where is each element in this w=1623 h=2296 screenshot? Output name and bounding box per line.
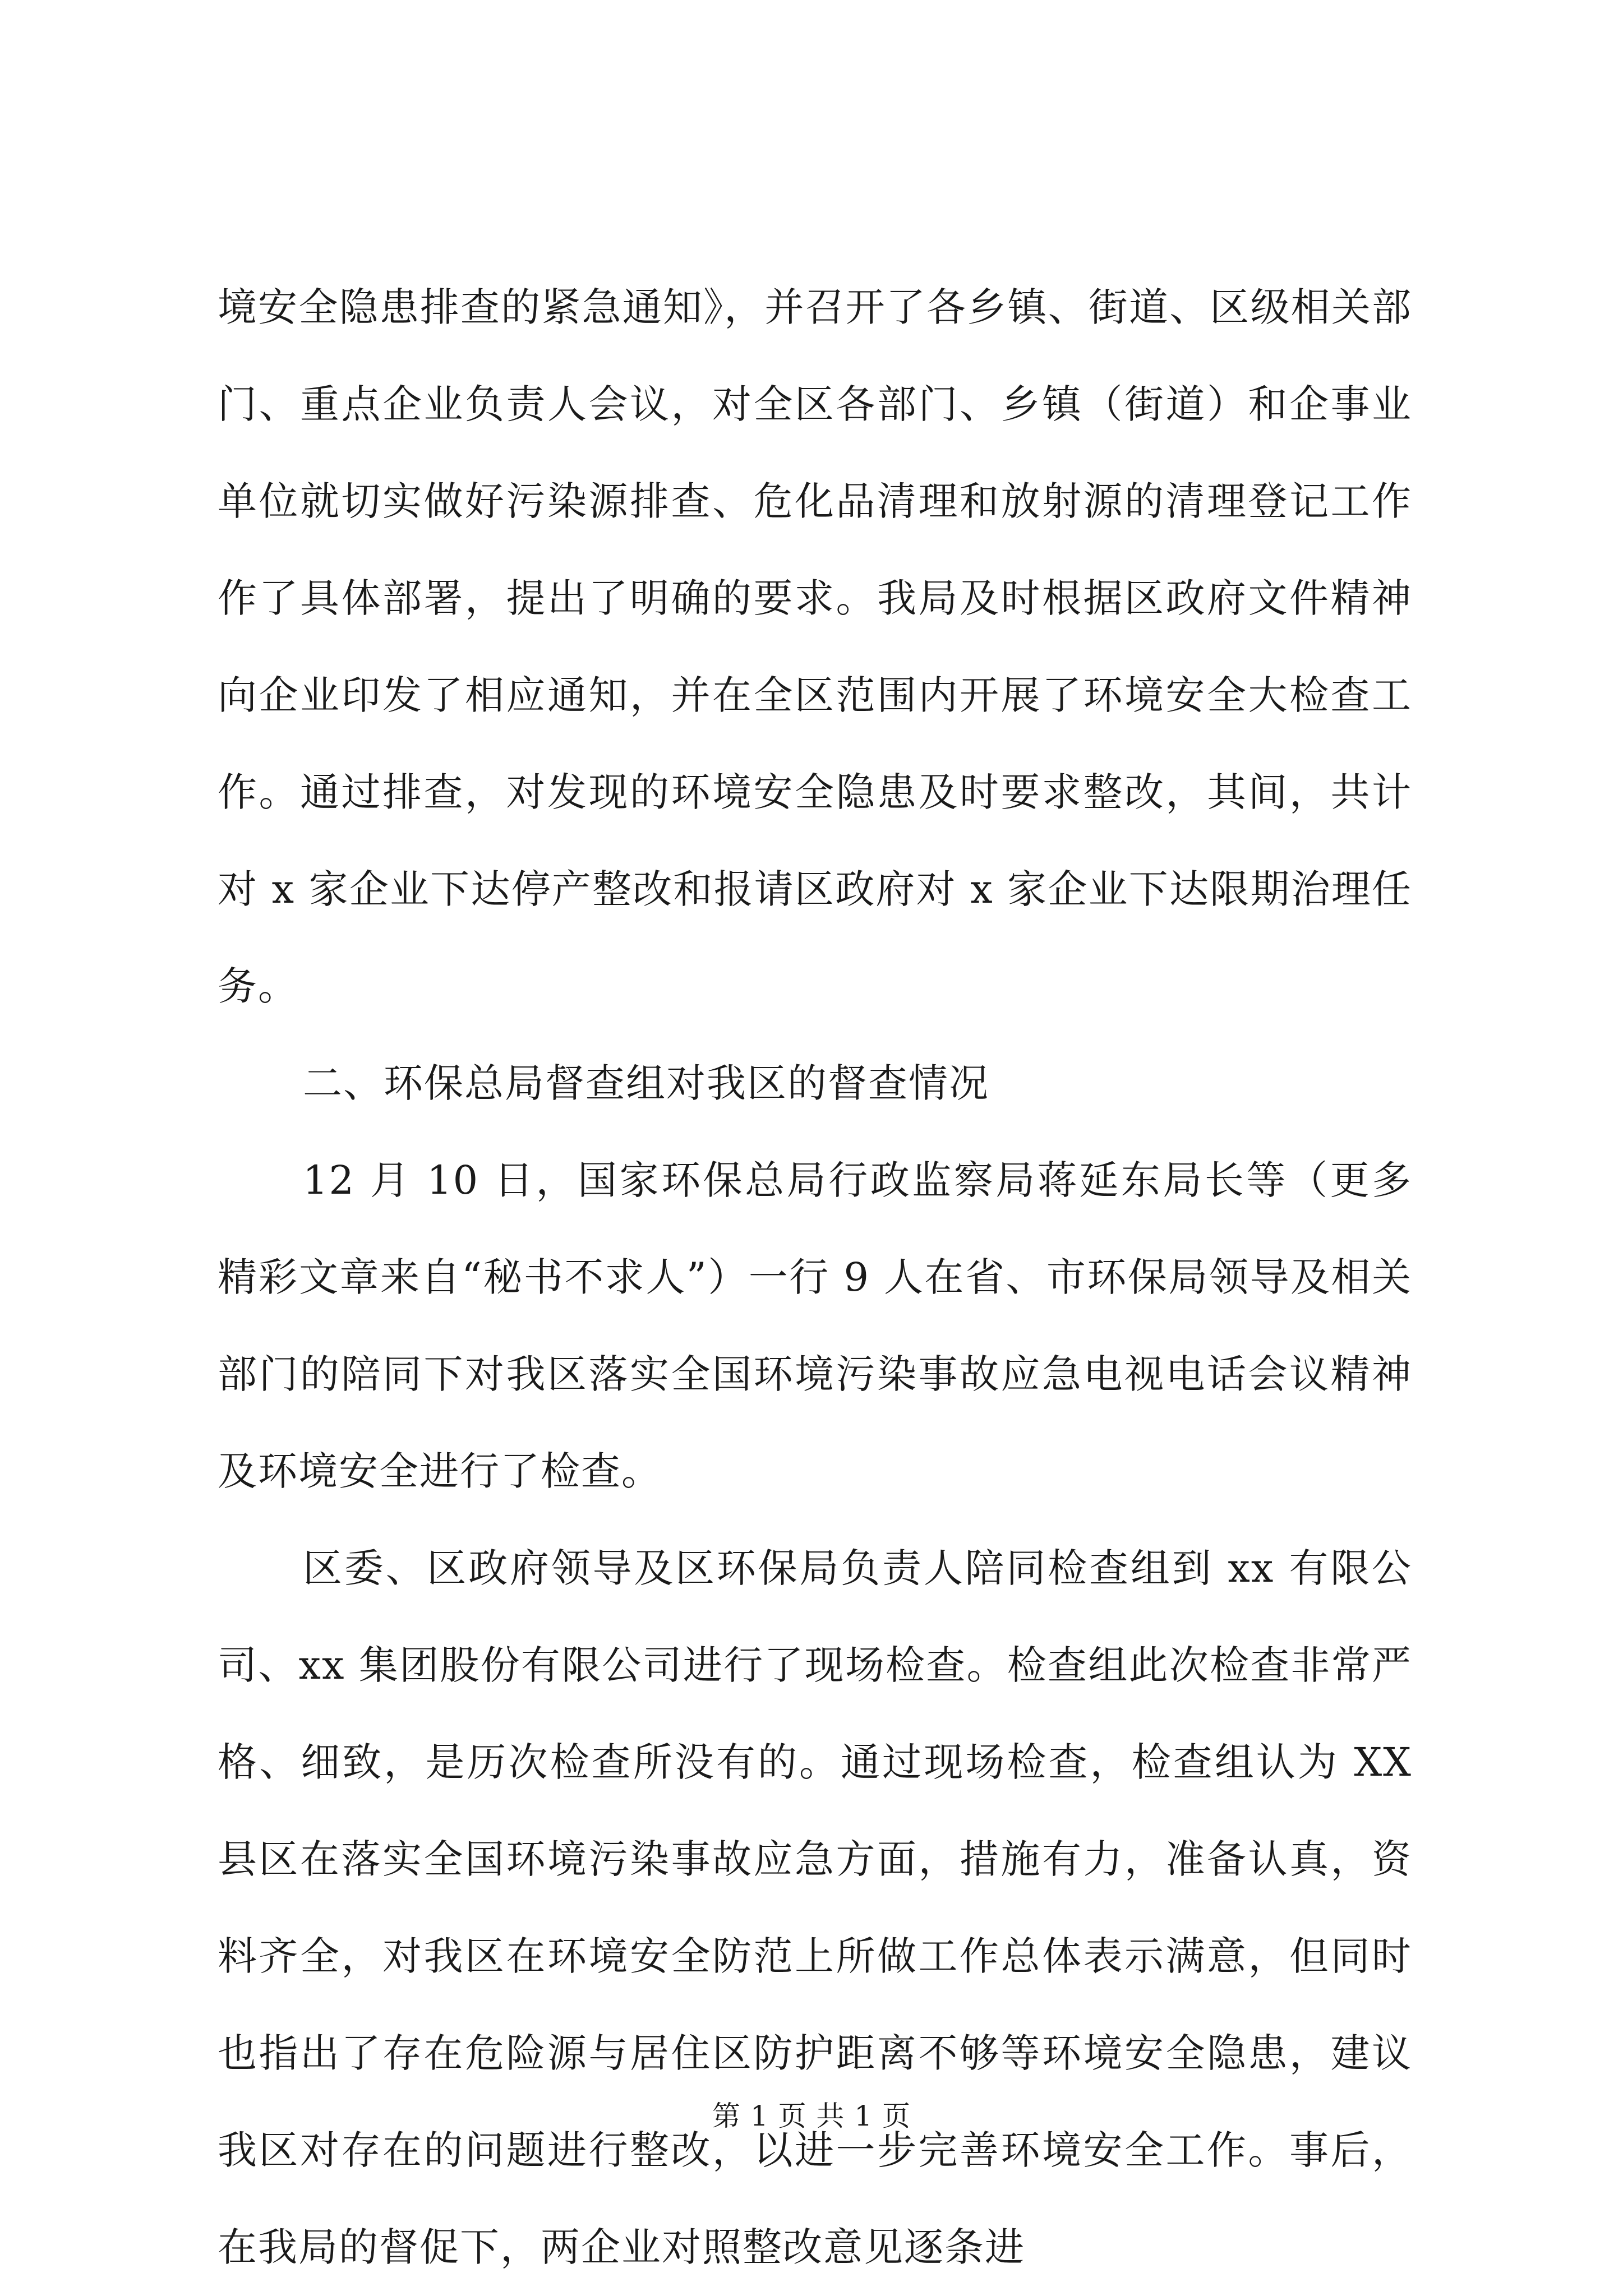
paragraph-continued: 境安全隐患排查的紧急通知》，并召开了各乡镇、街道、区级相关部门、重点企业负责人会议，对全区各部门、乡镇（街道）和企事业单位就切实做好污染源排查、危化品清理和放射源的清理登记工作作了具体部署，提出了明确的要求。我局及时根据区政府文件精神向企业印发了相应通知，并在全区范围内开展了环境安全大检查工作。通过排查，对发现的环境安全隐患及时要求整改，其间，共计对 x 家企业下达停产整改和报请区政府对 x 家企业下达限期治理任务。 — [218, 284, 1412, 1009]
paragraph-inspection: 12 月 10 日，国家环保总局行政监察局蒋延东局长等（更多精彩文章来自“秘书不求人”）一行 9 人在省、市环保局领导及相关部门的陪同下对我区落实全国环境污染事故应急电视电话会议精神及环境安全进行了检查。 — [218, 1157, 1412, 1494]
section-heading: 二、环保总局督查组对我区的督查情况 — [303, 1060, 989, 1106]
page-footer: 第 1 页 共 1 页 — [712, 2100, 911, 2132]
document-body — [218, 259, 1412, 2296]
paragraph-site-check: 区委、区政府领导及区环保局负责人陪同检查组到 xx 有限公司、xx 集团股份有限公司进行了现场检查。检查组此次检查非常严格、细致，是历次检查所没有的。通过现场检查，检查组认为 XX 县区在落实全国环境污染事故应急方面，措施有力，准备认真，资料齐全，对我区在环境安全防范上所做工作总体表示满意，但同时也指出了存在危险源与居住区防护距离不够等环境安全隐患，建议我区对存在的问题进行整改，以进一步完善环境安全工作。事后，在我局的督促下，两企业对照整改意见逐条进 — [218, 1545, 1412, 2270]
